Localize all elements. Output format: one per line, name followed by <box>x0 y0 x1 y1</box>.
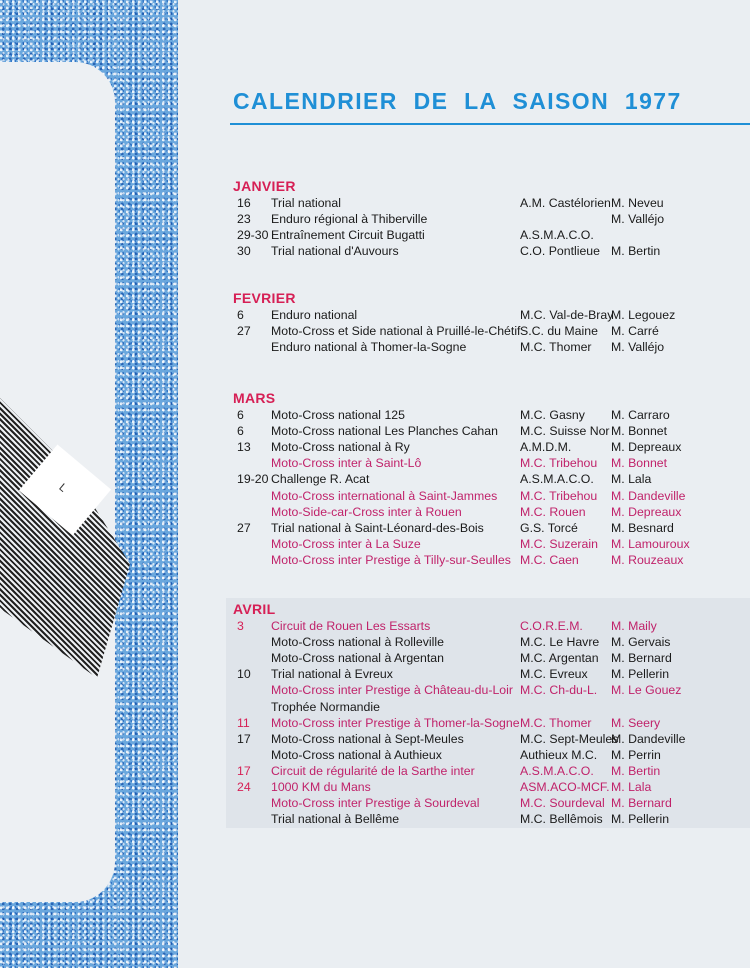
event-date: 11 <box>237 715 250 730</box>
event-organizer: M. Bernard <box>611 796 672 811</box>
event-organizer: M. Bertin <box>611 244 661 259</box>
event-club: M.C. Gasny <box>520 408 585 422</box>
event-row <box>233 666 750 682</box>
event-name: Enduro régional à Thiberville <box>271 212 428 227</box>
event-organizer: M. Bernard <box>611 651 672 666</box>
event-club: M.C. Sourdeval <box>520 796 605 811</box>
event-organizer: M. Bertin <box>611 763 661 778</box>
event-organizer: M. Bonnet <box>611 424 668 439</box>
month-heading-mars: MARS <box>233 390 276 406</box>
event-row <box>233 715 750 731</box>
event-date: 13 <box>237 440 251 455</box>
event-row <box>233 323 750 339</box>
event-date: 3 <box>237 619 244 633</box>
event-date: 19-20 <box>237 472 269 487</box>
event-name: Moto-Cross national Les Planches Cahan <box>271 424 498 439</box>
event-organizer: M. Lala <box>611 472 652 487</box>
event-row <box>233 423 750 439</box>
event-organizer: M. Rouzeaux <box>611 552 684 567</box>
event-club: M.C. Suzerain <box>520 536 598 551</box>
event-name: 1000 KM du Mans <box>271 780 371 794</box>
event-club: Authieux M.C. <box>520 747 598 762</box>
event-club: A.S.M.A.C.O. <box>520 763 594 778</box>
event-row <box>233 488 750 504</box>
event-date: 24 <box>237 780 251 794</box>
event-name: Moto-Cross national à Rolleville <box>271 635 444 650</box>
event-date: 17 <box>237 731 251 746</box>
event-organizer: M. Le Gouez <box>611 683 682 698</box>
event-date: 27 <box>237 324 251 339</box>
event-organizer: M. Lamouroux <box>611 536 690 551</box>
event-club: M.C. Thomer <box>520 340 592 355</box>
month-heading-janvier: JANVIER <box>233 178 296 194</box>
event-name: Moto-Cross inter à La Suze <box>271 536 421 551</box>
event-organizer: M. Depreaux <box>611 504 682 519</box>
event-name: Challenge R. Acat <box>271 472 370 487</box>
event-club: M.C. Ch-du-L. <box>520 683 598 698</box>
event-date: 27 <box>237 520 251 535</box>
event-date: 29-30 <box>237 228 269 243</box>
event-club: M.C. Tribehou <box>520 488 598 503</box>
event-club: S.C. du Maine <box>520 324 598 339</box>
event-club: C.O.R.E.M. <box>520 619 583 633</box>
event-club: C.O. Pontlieue <box>520 244 600 259</box>
event-name: Moto-Cross national à Argentan <box>271 651 444 666</box>
event-row <box>233 307 750 323</box>
event-row <box>233 211 750 227</box>
event-club: A.S.M.A.C.O. <box>520 472 594 487</box>
event-organizer: M. Valléjo <box>611 212 665 227</box>
event-club: M.C. Caen <box>520 552 579 567</box>
event-club: ASM.ACO-MCF. <box>520 780 610 794</box>
event-club: M.C. Argentan <box>520 651 599 666</box>
event-club: M.C. Val-de-Bray <box>520 308 614 322</box>
event-row <box>233 731 750 747</box>
event-club: A.M.D.M. <box>520 440 572 455</box>
event-organizer: M. Neveu <box>611 196 664 210</box>
event-row <box>233 504 750 520</box>
month-heading-avril: AVRIL <box>233 601 276 617</box>
event-organizer: M. Carraro <box>611 408 670 422</box>
event-organizer: M. Carré <box>611 324 659 339</box>
event-row <box>233 195 750 211</box>
event-row <box>233 552 750 568</box>
event-club: A.S.M.A.C.O. <box>520 228 594 243</box>
event-row <box>233 795 750 811</box>
event-organizer: M. Legouez <box>611 308 676 322</box>
event-row <box>233 536 750 552</box>
event-row <box>233 747 750 763</box>
event-row <box>233 699 750 715</box>
event-name: Moto-Cross inter Prestige à Sourdeval <box>271 796 480 811</box>
event-date: 16 <box>237 196 251 210</box>
event-club: A.M. Castélorien <box>520 196 611 210</box>
event-name: Enduro national <box>271 308 358 322</box>
event-organizer: M. Perrin <box>611 747 661 762</box>
event-row <box>233 227 750 243</box>
event-name: Trophée Normandie <box>271 699 380 714</box>
event-date: 6 <box>237 308 244 322</box>
event-row <box>233 471 750 487</box>
event-name: Moto-Cross national 125 <box>271 408 405 422</box>
event-club: M.C. Sept-Meules <box>520 731 619 746</box>
event-organizer: M. Dandeville <box>611 731 686 746</box>
event-name: Trial national à Saint-Léonard-des-Bois <box>271 520 484 535</box>
event-organizer: M. Besnard <box>611 520 674 535</box>
event-club: M.C. Le Havre <box>520 635 600 650</box>
event-row <box>233 439 750 455</box>
event-club: M.C. Evreux <box>520 667 588 682</box>
event-row <box>233 779 750 795</box>
event-date: 6 <box>237 424 244 439</box>
event-row <box>233 243 750 259</box>
event-row <box>233 618 750 634</box>
event-date: 10 <box>237 667 251 682</box>
event-date: 30 <box>237 244 251 259</box>
event-row <box>233 407 750 423</box>
event-club: M.C. Bellêmois <box>520 812 603 827</box>
event-club: M.C. Tribehou <box>520 456 598 471</box>
event-date: 17 <box>237 763 251 778</box>
event-row <box>233 634 750 650</box>
event-name: Moto-Cross inter à Saint-Lô <box>271 456 422 471</box>
event-club: M.C. Suisse Nor <box>520 424 610 439</box>
event-name: Trial national <box>271 196 341 210</box>
event-name: Moto-Cross inter Prestige à Château-du-Loir <box>271 683 513 698</box>
event-name: Moto-Cross national à Sept-Meules <box>271 731 464 746</box>
event-name: Moto-Cross national à Authieux <box>271 747 442 762</box>
event-name: Moto-Cross international à Saint-Jammes <box>271 488 498 503</box>
event-date: 23 <box>237 212 251 227</box>
event-name: Enduro national à Thomer-la-Sogne <box>271 340 467 355</box>
event-organizer: M. Pellerin <box>611 812 670 827</box>
event-name: Moto-Cross national à Ry <box>271 440 410 455</box>
event-name: Trial national à Bellême <box>271 812 400 827</box>
event-name: Circuit de régularité de la Sarthe inter <box>271 763 475 778</box>
event-row <box>233 339 750 355</box>
event-name: Entraînement Circuit Bugatti <box>271 228 425 243</box>
event-club: G.S. Torcé <box>520 520 578 535</box>
event-name: Moto-Side-car-Cross inter à Rouen <box>271 504 462 519</box>
event-name: Moto-Cross inter Prestige à Thomer-la-Sogne <box>271 715 520 730</box>
event-organizer: M. Bonnet <box>611 456 668 471</box>
month-heading-fevrier: FEVRIER <box>233 290 296 306</box>
event-row <box>233 811 750 827</box>
event-organizer: M. Gervais <box>611 635 671 650</box>
event-row <box>233 763 750 779</box>
event-organizer: M. Seery <box>611 715 661 730</box>
event-date: 6 <box>237 408 244 422</box>
event-organizer: M. Dandeville <box>611 488 686 503</box>
event-club: M.C. Rouen <box>520 504 586 519</box>
event-name: Trial national à Evreux <box>271 667 393 682</box>
title-rule <box>230 123 750 125</box>
event-name: Circuit de Rouen Les Essarts <box>271 619 431 633</box>
event-row <box>233 682 750 698</box>
event-name: Trial national d'Auvours <box>271 244 399 259</box>
event-name: Moto-Cross et Side national à Pruillé-le-Chétif <box>271 324 521 339</box>
striped-graphic-label: L <box>19 445 111 536</box>
event-organizer: M. Maily <box>611 619 657 633</box>
event-organizer: M. Valléjo <box>611 340 665 355</box>
event-row <box>233 650 750 666</box>
event-organizer: M. Pellerin <box>611 667 670 682</box>
event-club: M.C. Thomer <box>520 715 592 730</box>
event-organizer: M. Lala <box>611 780 652 794</box>
page-title: CALENDRIER DE LA SAISON 1977 <box>233 88 682 114</box>
event-row <box>233 455 750 471</box>
event-row <box>233 520 750 536</box>
event-name: Moto-Cross inter Prestige à Tilly-sur-Seulles <box>271 552 511 567</box>
event-organizer: M. Depreaux <box>611 440 682 455</box>
